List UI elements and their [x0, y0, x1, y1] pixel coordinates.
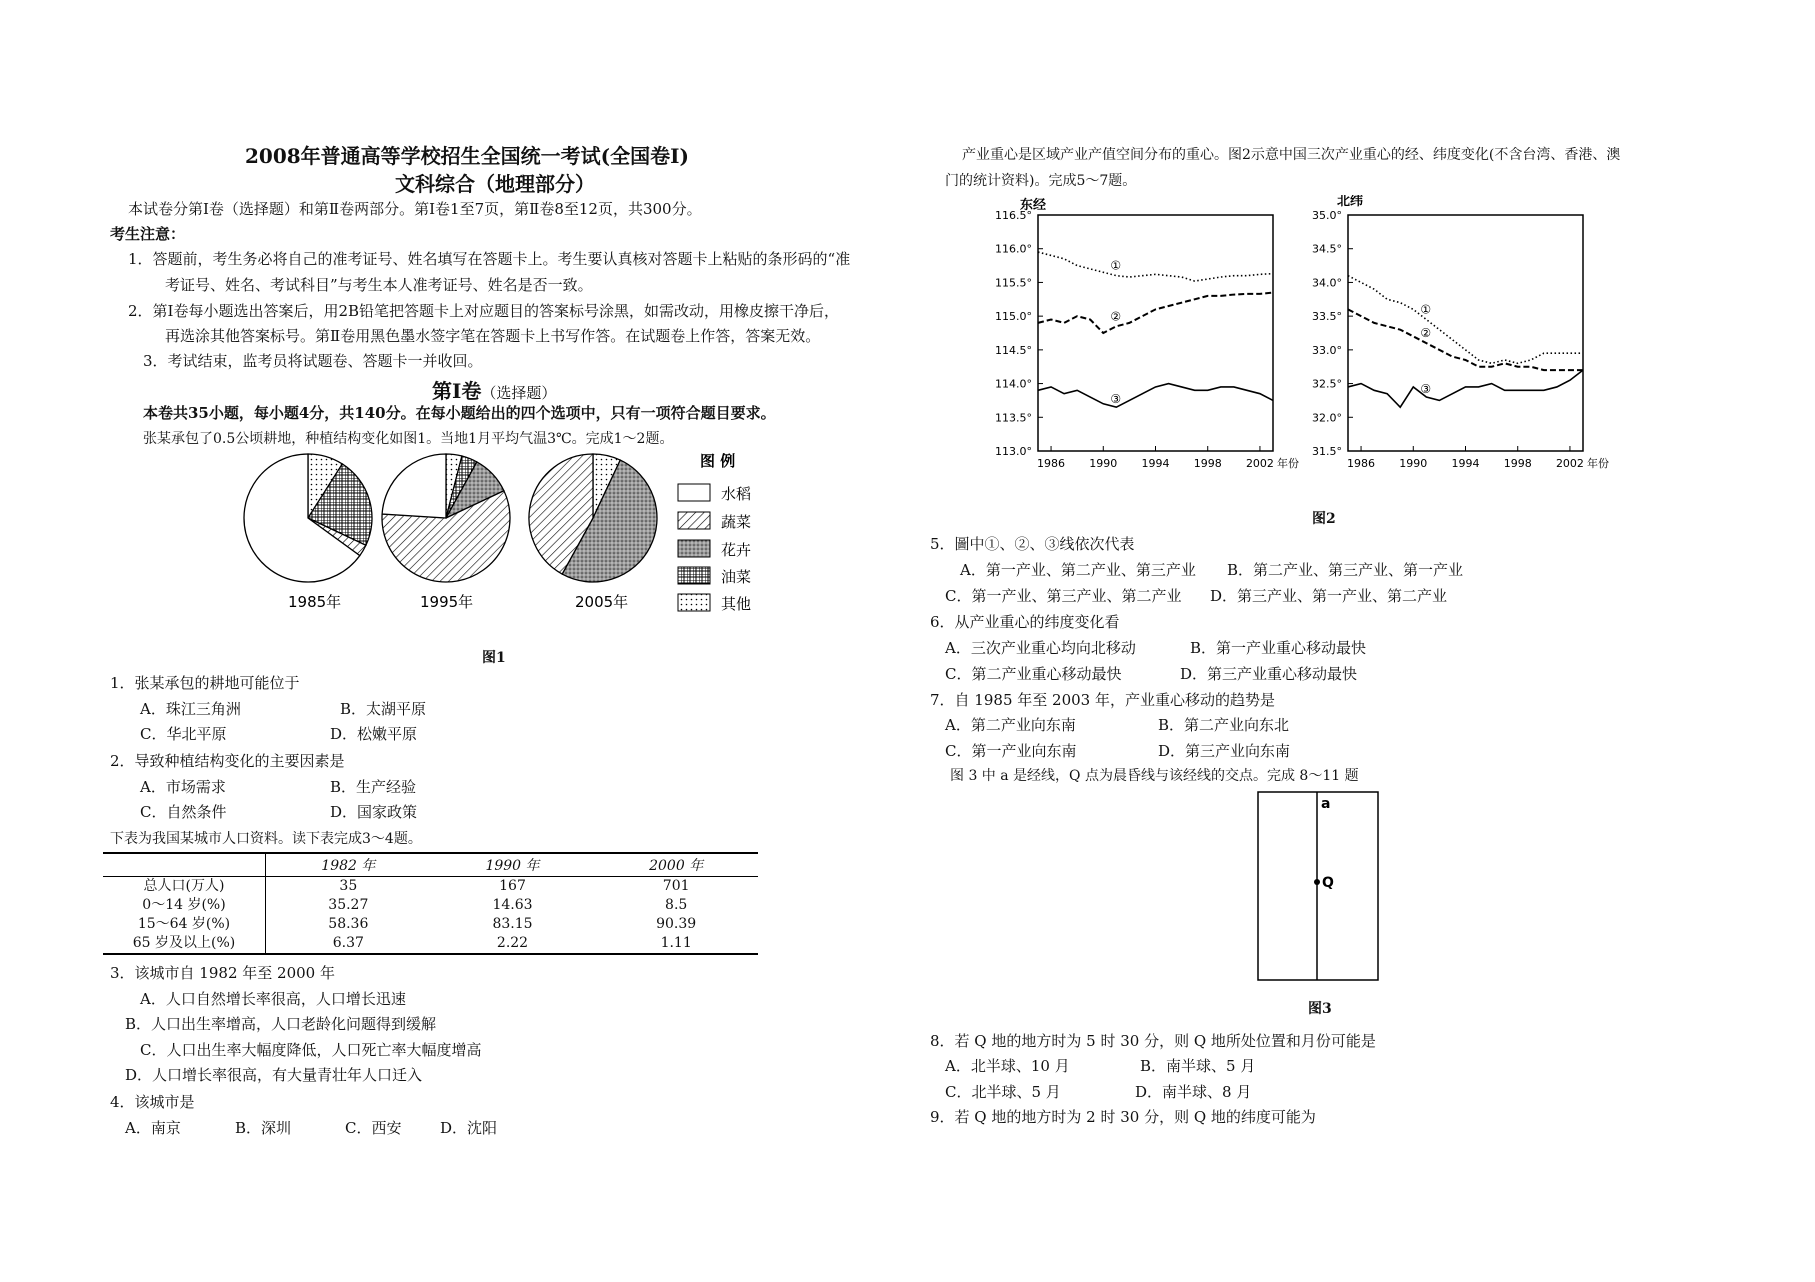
- x-tick-label: 1994: [1451, 457, 1480, 470]
- notice-line: 2．第Ⅰ卷每小题选出答案后，用2B铅笔把答题卡上对应题目的答案标号涂黑，如需改动，用橡皮擦干净后，: [128, 302, 840, 320]
- table-cell: 6.37: [266, 934, 431, 954]
- legend-swatch-vegetable: [678, 512, 710, 529]
- table-cell: 35.27: [328, 897, 369, 913]
- option: D．南半球、8 月: [1135, 1083, 1252, 1101]
- y-tick-label: 113.5°: [995, 411, 1032, 425]
- y-tick-label: 33.5°: [1312, 310, 1342, 324]
- series-marker-label: ①: [1110, 258, 1122, 273]
- x-tick-label: 1990: [1089, 457, 1118, 470]
- x-unit-label: 年份: [1277, 457, 1299, 470]
- question-stem: 5．圖中①、②、③线依次代表: [930, 535, 1135, 553]
- series-marker-label: ③: [1110, 392, 1122, 407]
- option: C．西安: [345, 1119, 402, 1137]
- option: B．第一产业重心移动最快: [1190, 639, 1367, 657]
- x-tick-label: 2002: [1245, 457, 1274, 470]
- fig2-caption: 图2: [1312, 511, 1336, 527]
- series-line-1: [1348, 276, 1583, 364]
- section-rule: 本卷共35小题，每小题4分，共140分。在每小题给出的四个选项中，只有一项符合题目要求。: [143, 404, 776, 422]
- y-tick-label: 34.0°: [1312, 276, 1342, 290]
- table-cell: 167: [499, 878, 526, 894]
- table-cell: 总人口(万人): [103, 877, 266, 897]
- table-row: [103, 896, 758, 915]
- table-cell: 15～64 岁(%): [103, 915, 266, 934]
- legend-swatch-flower: [678, 540, 710, 557]
- table-cell: 8.5: [665, 897, 688, 913]
- y-tick-label: 35.0°: [1312, 209, 1342, 222]
- legend-label: 其他: [721, 595, 752, 613]
- y-tick-label: 114.5°: [995, 343, 1032, 357]
- fig1-caption: 图1: [482, 650, 506, 666]
- option: C．第一产业、第三产业、第二产业: [945, 587, 1182, 605]
- option: A．三次产业重心均向北移动: [945, 639, 1136, 657]
- plot-frame: [1348, 215, 1583, 451]
- pie-year-label: 2005年: [575, 593, 629, 611]
- section-heading: [432, 375, 556, 404]
- option: A．南京: [125, 1119, 181, 1137]
- series-line-3: [1348, 370, 1583, 407]
- table-cell: 701: [662, 878, 690, 894]
- section-title: 第Ⅰ卷: [432, 379, 482, 403]
- table-header: [103, 853, 266, 877]
- option: B．深圳: [235, 1119, 292, 1137]
- pie-year-label: 1985年: [288, 593, 342, 611]
- series-line-1: [1038, 252, 1273, 281]
- option: C．人口出生率大幅度降低，人口死亡率大幅度增高: [140, 1041, 482, 1059]
- fig3-caption: 图3: [1308, 1001, 1332, 1017]
- option: D．人口增长率很高，有大量青壮年人口迁入: [125, 1066, 423, 1084]
- option: D．沈阳: [440, 1119, 498, 1137]
- table-cell: 83.15: [492, 916, 533, 932]
- option: D．第三产业向东南: [1158, 742, 1291, 760]
- table-cell: 90.39: [656, 916, 697, 932]
- series-line-2: [1348, 309, 1583, 370]
- fig1-pies: [225, 448, 785, 618]
- legend-swatch-other: [678, 594, 710, 611]
- series-marker-label: ②: [1110, 309, 1122, 324]
- fig3-intro: 图 3 中 a 是经线，Q 点为晨昏线与该经线的交点。完成 8～11 题: [950, 768, 1359, 784]
- x-tick-label: 1994: [1141, 457, 1170, 470]
- latitude-chart: [1312, 209, 1609, 470]
- series-marker-label: ①: [1420, 302, 1432, 317]
- fig2-intro: 门的统计资料)。完成5～7题。: [945, 173, 1137, 189]
- option: B．生产经验: [330, 778, 417, 796]
- y-tick-label: 115.5°: [995, 276, 1032, 290]
- longitude-axis-label: 东经: [1020, 198, 1047, 213]
- table-header: 1982 年: [266, 853, 431, 877]
- notice-line: 1．答题前，考生务必将自己的准考证号、姓名填写在答题卡上。考生要认真核对答题卡上粘贴的条形码的“准: [128, 250, 851, 268]
- option: D．第三产业、第一产业、第二产业: [1210, 587, 1448, 605]
- notice-title: 考生注意：: [110, 225, 186, 243]
- y-tick-label: 116.5°: [995, 209, 1032, 222]
- table-header: 1990 年: [431, 853, 595, 877]
- series-marker-label: ②: [1420, 326, 1432, 341]
- table-cell: 58.36: [328, 916, 369, 932]
- legend-label: 油菜: [721, 568, 752, 586]
- fig3-diagram: [1255, 790, 1385, 1015]
- option: A．市场需求: [140, 778, 226, 796]
- latitude-axis-label: 北纬: [1337, 195, 1364, 209]
- table-row: [103, 934, 758, 954]
- question-stem: 9．若 Q 地的地方时为 2 时 30 分，则 Q 地的纬度可能为: [930, 1108, 1316, 1126]
- question-stem: 8．若 Q 地的地方时为 5 时 30 分，则 Q 地所处位置和月份可能是: [930, 1032, 1376, 1050]
- option: C．华北平原: [140, 725, 227, 743]
- exam-subtitle: 文科综合（地理部分）: [395, 172, 595, 196]
- question-stem: 6．从产业重心的纬度变化看: [930, 613, 1120, 631]
- y-tick-label: 32.0°: [1312, 411, 1342, 425]
- exam-intro: 本试卷分第Ⅰ卷（选择题）和第Ⅱ卷两部分。第Ⅰ卷1至7页，第Ⅱ卷8至12页，共300分。: [128, 200, 702, 218]
- option: B．太湖平原: [340, 700, 427, 718]
- option: C．自然条件: [140, 803, 227, 821]
- pie-year-label: 1995年: [420, 593, 474, 611]
- option: D．松嫩平原: [330, 725, 418, 743]
- table-cell: 1.11: [594, 934, 758, 954]
- series-line-3: [1038, 384, 1273, 408]
- longitude-chart: [995, 209, 1299, 470]
- question-stem: 1．张某承包的耕地可能位于: [110, 674, 300, 692]
- legend-swatch-rice: [678, 484, 710, 501]
- table-cell: 14.63: [492, 897, 533, 913]
- question-stem: 3．该城市自 1982 年至 2000 年: [110, 964, 335, 982]
- legend-label: 蔬菜: [721, 513, 752, 531]
- y-tick-label: 115.0°: [995, 310, 1032, 324]
- option: C．北半球、5 月: [945, 1083, 1061, 1101]
- question-stem: 2．导致种植结构变化的主要因素是: [110, 752, 345, 770]
- y-tick-label: 33.0°: [1312, 343, 1342, 357]
- x-tick-label: 1998: [1193, 457, 1222, 470]
- x-unit-label: 年份: [1587, 457, 1609, 470]
- table-intro: 下表为我国某城市人口资料。读下表完成3～4题。: [110, 831, 422, 847]
- y-tick-label: 116.0°: [995, 242, 1032, 256]
- x-tick-label: 1986: [1037, 457, 1066, 470]
- option: C．第二产业重心移动最快: [945, 665, 1122, 683]
- table-cell: 2.22: [431, 934, 595, 954]
- option: C．第一产业向东南: [945, 742, 1077, 760]
- fig2-charts: [990, 195, 1640, 485]
- notice-line: 考证号、姓名、考试科目”与考生本人准考证号、姓名是否一致。: [165, 276, 593, 294]
- pie-1995: [382, 454, 510, 582]
- table-cell: 0～14 岁(%): [103, 896, 266, 915]
- table-row: [103, 915, 758, 934]
- table-header: 2000 年: [594, 853, 758, 877]
- option: D．国家政策: [330, 803, 418, 821]
- option: D．第三产业重心移动最快: [1180, 665, 1358, 683]
- pie-slice-rice: [382, 454, 446, 518]
- option: B．第二产业、第三产业、第一产业: [1227, 561, 1464, 579]
- notice-line: 3．考试结束，监考员将试题卷、答题卡一并收回。: [143, 352, 483, 370]
- table-row: [103, 877, 758, 897]
- series-line-2: [1038, 293, 1273, 333]
- series-marker-label: ③: [1420, 382, 1432, 397]
- meridian-a-label: a: [1321, 796, 1331, 812]
- point-q-label: Q: [1322, 875, 1334, 891]
- y-tick-label: 113.0°: [995, 445, 1032, 458]
- option: A．人口自然增长率很高，人口增长迅速: [140, 990, 406, 1008]
- y-tick-label: 114.0°: [995, 377, 1032, 391]
- legend-label: 水稻: [721, 485, 752, 503]
- notice-line: 再选涂其他答案标号。第Ⅱ卷用黑色墨水签字笔在答题卡上书写作答。在试题卷上作答，答案无效。: [165, 327, 821, 345]
- legend-swatch-rapeseed: [678, 567, 710, 584]
- option: A．北半球、10 月: [945, 1057, 1070, 1075]
- pie-2005: [529, 454, 657, 582]
- option: B．第二产业向东北: [1158, 716, 1290, 734]
- exam-title: 2008年普通高等学校招生全国统一考试(全国卷Ⅰ): [245, 144, 689, 168]
- x-tick-label: 1986: [1347, 457, 1376, 470]
- pie-1985: [244, 454, 372, 582]
- section-sub: （选择题）: [481, 384, 557, 402]
- fig3-frame: [1258, 792, 1378, 980]
- legend-label: 花卉: [721, 541, 752, 559]
- fig2-intro: 产业重心是区域产业产值空间分布的重心。图2示意中国三次产业重心的经、纬度变化(不含台湾、香港、澳: [962, 147, 1621, 163]
- population-table: [103, 852, 758, 955]
- y-tick-label: 32.5°: [1312, 377, 1342, 391]
- x-tick-label: 1990: [1399, 457, 1428, 470]
- table-cell: 35: [339, 878, 358, 894]
- option: A．第一产业、第二产业、第三产业: [960, 561, 1196, 579]
- option: A．珠江三角洲: [140, 700, 241, 718]
- legend-title: 图 例: [700, 452, 736, 470]
- table-header-row: [103, 853, 758, 877]
- question-stem: 7．自 1985 年至 2003 年，产业重心移动的趋势是: [930, 691, 1275, 709]
- question-stem: 4．该城市是: [110, 1093, 195, 1111]
- y-tick-label: 34.5°: [1312, 242, 1342, 256]
- x-tick-label: 1998: [1503, 457, 1532, 470]
- fig1-intro: 张某承包了0.5公顷耕地，种植结构变化如图1。当地1月平均气温3℃。完成1～2题。: [143, 431, 674, 447]
- x-tick-label: 2002: [1555, 457, 1584, 470]
- y-tick-label: 31.5°: [1312, 445, 1342, 458]
- plot-frame: [1038, 215, 1273, 451]
- option: A．第二产业向东南: [945, 716, 1076, 734]
- point-q-marker: [1314, 879, 1320, 885]
- option: B．南半球、5 月: [1140, 1057, 1256, 1075]
- option: B．人口出生率增高，人口老龄化问题得到缓解: [125, 1015, 437, 1033]
- table-cell: 65 岁及以上(%): [103, 934, 266, 954]
